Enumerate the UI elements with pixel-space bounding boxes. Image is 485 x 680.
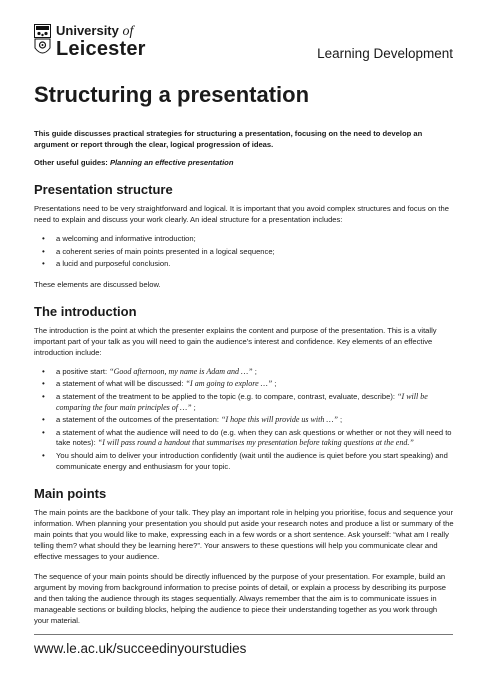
- logo-leicester-text: Leicester: [56, 38, 146, 60]
- intro-paragraph: This guide discusses practical strategies for structuring a presentation, focusing on the need to develop an argument or report through the clear, logical progression of ideas.: [34, 129, 423, 149]
- list-item: • a coherent series of main points presented in a logical sequence;: [34, 247, 454, 258]
- structure-after-text: These elements are discussed below.: [34, 279, 161, 289]
- structure-list: [34, 234, 454, 270]
- list-item: • a statement of what will be discussed: “I am going to explore …” ;: [34, 379, 454, 390]
- other-guides: [34, 157, 454, 168]
- list-item: • a welcoming and informative introduction;: [34, 234, 454, 245]
- page-title: Structuring a presentation: [34, 82, 310, 107]
- document-body: [34, 82, 454, 635]
- logo-of-text: of: [122, 24, 134, 39]
- other-guides-label: Other useful guides:: [34, 158, 110, 167]
- section-heading-structure: Presentation structure: [34, 182, 173, 197]
- structure-paragraph: Presentations need to be very straightforward and logical. It is important that you avoid complex structures and focus on the need to explain and discuss your work clearly. An ideal structure for a presentation includes:: [34, 204, 449, 224]
- university-crest-icon: [34, 24, 51, 60]
- footer-divider: [34, 634, 453, 635]
- list-item: • a positive start: “Good afternoon, my name is Adam and …” ;: [34, 367, 454, 378]
- section-heading-main-points: Main points: [34, 486, 107, 502]
- university-logo: [34, 24, 174, 64]
- main-points-paragraph-2: The sequence of your main points should be directly influenced by the purpose of your presentation. For example, build an argument by moving from background information to precise points of detail, or explain a process by describing its purpose and then taking the audience through its stages sequentially. Always remember that the aim is to communicate issues in manageable sections or building blocks, helping the audience to piece their understanding together as you work through your material.: [34, 572, 446, 626]
- main-points-paragraph-1: The main points are the backbone of your talk. They play an important role in helping you prioritise, focus and sequence your information. When planning your presentation you should put aside your research notes and produce a list or summary of the main points that you would like to make, expressing each in a few words or a short sentence. Ask yourself: “what am I really telling them? what should they be learning here?”. Your answers to these questions will help you communicate clear and effective messages to your audience.: [34, 508, 454, 562]
- logo-university-text: University: [56, 23, 119, 38]
- other-guide-link[interactable]: Planning an effective presentation: [109, 158, 234, 167]
- footer-url-link[interactable]: www.le.ac.uk/succeedinyourstudies: [34, 641, 247, 656]
- list-item: • You should aim to deliver your introduction confidently (wait until the audience is quiet before you start speaking) and communicate energy and enthusiasm for your topic.: [34, 451, 454, 472]
- list-item: • a statement of the treatment to be applied to the topic (e.g. to compare, contrast, evaluate, describe): “I will be comparing the four main principles of …” ;: [34, 392, 454, 413]
- department-name: Learning Development: [317, 46, 453, 61]
- introduction-list: [34, 367, 454, 472]
- section-heading-introduction: The introduction: [34, 303, 137, 319]
- introduction-paragraph: The introduction is the point at which the presenter explains the content and purpose of the presentation. This is a vitally important part of your talk as you will need to gain the audience’s interest and confidence. Key elements of an effective introduction include:: [34, 325, 437, 357]
- list-item: • a statement of the outcomes of the presentation: “I hope this will provide us with …” ;: [34, 415, 454, 426]
- list-item: • a lucid and purposeful conclusion.: [34, 259, 454, 270]
- list-item: • a statement of what the audience will need to do (e.g. when they can ask questions or whether or not they will need to take notes): “I will pass round a handout that summarises my presentation before taking questions at the end.”: [34, 428, 454, 449]
